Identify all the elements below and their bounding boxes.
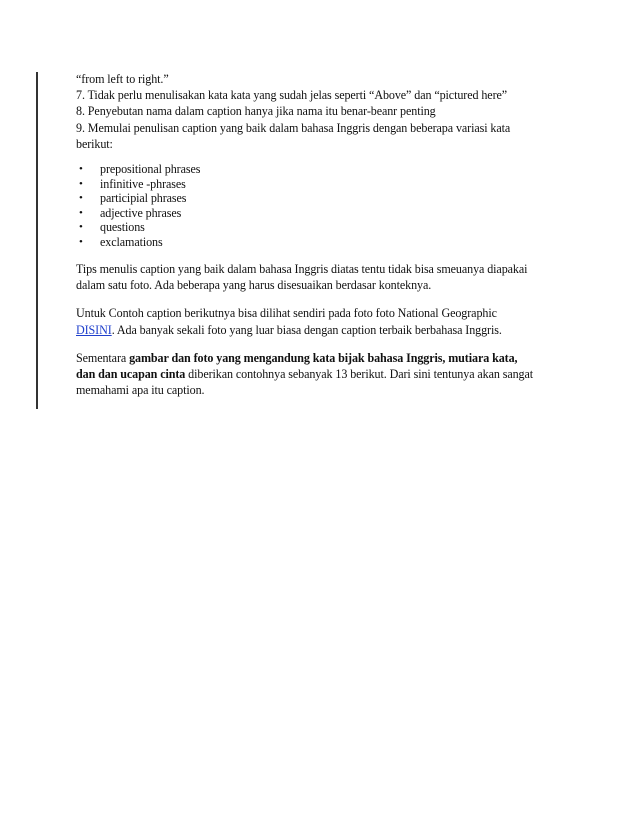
paragraph-tips: Tips menulis caption yang baik dalam bahasa Inggris diatas tentu tidak bisa smeuanya diapakai dalam satu foto. Ada beberapa yang harus disesuaikan berdasar konteknya. — [76, 262, 528, 293]
list-item: • questions — [79, 220, 145, 235]
bullet-icon: • — [79, 221, 83, 234]
document-page — [76, 71, 576, 398]
text-line: 9. Memulai penulisan caption yang baik dalam bahasa Inggris dengan beberapa variasi kata — [76, 120, 511, 135]
bullet-icon: • — [79, 163, 83, 176]
bullet-icon: • — [79, 177, 83, 190]
bullet-icon: • — [79, 235, 83, 248]
list-item: • infinitive -phrases — [79, 176, 186, 191]
list-item: • adjective phrases — [79, 205, 182, 220]
paragraph-contoh: Untuk Contoh caption berikutnya bisa dilihat sendiri pada foto foto National Geographic DISINI. Ada banyak sekali foto yang luar biasa dengan caption terbaik berbahasa Inggris. — [76, 306, 502, 337]
bullet-icon: • — [79, 192, 83, 205]
paragraph-sementara: Sementara gambar dan foto yang mengandung kata bijak bahasa Inggris, mutiara kata, dan dan ucapan cinta diberikan contohnya sebanyak 13 berikut. Dari sini tentunya akan sangat memahami apa itu caption. — [76, 350, 534, 398]
list-item: • prepositional phrases — [79, 162, 201, 177]
text-line: berikut: — [76, 136, 113, 151]
disini-link[interactable]: DISINI — [76, 322, 112, 337]
margin-change-bar — [36, 72, 38, 409]
caption-variation-list — [76, 162, 576, 249]
bold-phrase: gambar dan foto yang mengandung kata bijak bahasa Inggris, mutiara kata, — [129, 350, 518, 365]
bold-phrase: dan dan ucapan cinta — [76, 367, 186, 382]
list-item: • exclamations — [79, 234, 163, 249]
list-item: • participial phrases — [79, 191, 187, 206]
text-line: “from left to right.” — [76, 72, 169, 86]
bullet-icon: • — [79, 206, 83, 219]
text-line: 7. Tidak perlu menulisakan kata kata yang sudah jelas seperti “Above” dan “pictured here” — [76, 88, 508, 103]
text-line: 8. Penyebutan nama dalam caption hanya jika nama itu benar-beanr penting — [76, 104, 436, 119]
